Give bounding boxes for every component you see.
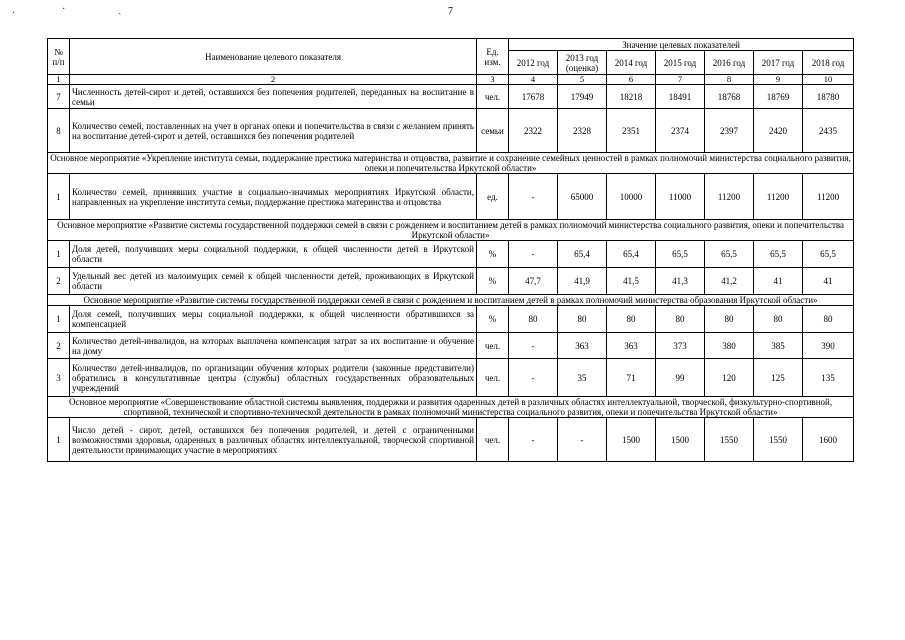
indicator-name: Численность детей-сирот и детей, оставшихся без попечения родителей, переданных на воспитание в семьи bbox=[70, 85, 477, 109]
column-index-cell: 2 bbox=[70, 75, 477, 85]
value-cell: 80 bbox=[509, 306, 558, 333]
value-cell: 80 bbox=[803, 306, 854, 333]
indicator-name: Количество семей, поставленных на учет в органах опеки и попечительства в связи с желанием принять на воспитание детей-сирот и детей, оставшихся без попечения родителей bbox=[70, 109, 477, 153]
value-cell: 10000 bbox=[607, 174, 656, 220]
table-row bbox=[48, 174, 854, 220]
header-year: 2016 год bbox=[705, 51, 754, 75]
value-cell: 2435 bbox=[803, 109, 854, 153]
table-row bbox=[48, 85, 854, 109]
row-number: 2 bbox=[48, 333, 70, 359]
value-cell: 80 bbox=[705, 306, 754, 333]
indicator-name: Удельный вес детей из малоимущих семей к общей численности детей, проживающих в Иркутской области bbox=[70, 268, 477, 295]
value-cell: 1500 bbox=[607, 418, 656, 462]
column-index-cell: 9 bbox=[754, 75, 803, 85]
header-num bbox=[48, 39, 70, 75]
value-cell: 41 bbox=[754, 268, 803, 295]
unit-cell: чел. bbox=[477, 85, 509, 109]
value-cell: 11200 bbox=[803, 174, 854, 220]
value-cell: 80 bbox=[656, 306, 705, 333]
column-index-cell: 6 bbox=[607, 75, 656, 85]
value-cell: - bbox=[509, 333, 558, 359]
unit-cell: % bbox=[477, 306, 509, 333]
unit-cell: ед. bbox=[477, 174, 509, 220]
value-cell: 2328 bbox=[558, 109, 607, 153]
unit-cell: % bbox=[477, 268, 509, 295]
value-cell: 65,4 bbox=[607, 241, 656, 268]
header-year: 2012 год bbox=[509, 51, 558, 75]
value-cell: 120 bbox=[705, 359, 754, 397]
row-number: 8 bbox=[48, 109, 70, 153]
indicator-name: Доля детей, получивших меры социальной поддержки, к общей численности детей в Иркутской области bbox=[70, 241, 477, 268]
section-row bbox=[48, 153, 854, 174]
value-cell: - bbox=[558, 418, 607, 462]
value-cell: 363 bbox=[607, 333, 656, 359]
header-year: 2014 год bbox=[607, 51, 656, 75]
value-cell: 1550 bbox=[754, 418, 803, 462]
header-unit bbox=[477, 39, 509, 75]
value-cell: 363 bbox=[558, 333, 607, 359]
value-cell: 380 bbox=[705, 333, 754, 359]
value-cell: 41,9 bbox=[558, 268, 607, 295]
header-year: 2018 год bbox=[803, 51, 854, 75]
table-row bbox=[48, 241, 854, 268]
table-row bbox=[48, 268, 854, 295]
header-year: 2013 год (оценка) bbox=[558, 51, 607, 75]
section-title: Основное мероприятие «Развитие системы государственной поддержки семей в связи с рождением и воспитанием детей в рамках полномочий министерства образования Иркутской области» bbox=[48, 295, 854, 306]
value-cell: 2351 bbox=[607, 109, 656, 153]
value-cell: 47,7 bbox=[509, 268, 558, 295]
unit-cell: семьи bbox=[477, 109, 509, 153]
value-cell: 11200 bbox=[754, 174, 803, 220]
section-row bbox=[48, 295, 854, 306]
unit-cell: чел. bbox=[477, 333, 509, 359]
value-cell: 2322 bbox=[509, 109, 558, 153]
row-number: 1 bbox=[48, 418, 70, 462]
value-cell: 65000 bbox=[558, 174, 607, 220]
unit-cell: % bbox=[477, 241, 509, 268]
value-cell: 1600 bbox=[803, 418, 854, 462]
value-cell: 65,5 bbox=[705, 241, 754, 268]
value-cell: 2374 bbox=[656, 109, 705, 153]
value-cell: 99 bbox=[656, 359, 705, 397]
header-year: 2017 год bbox=[754, 51, 803, 75]
section-row bbox=[48, 397, 854, 418]
table-row bbox=[48, 359, 854, 397]
column-index-cell: 8 bbox=[705, 75, 754, 85]
section-title: Основное мероприятие «Укрепление института семьи, поддержание престижа материнства и отцовства, развитие и сохранение семейных ценностей в рамках полномочий министерства социального развития, опеки и попечительства Иркутской области» bbox=[48, 153, 854, 174]
indicator-name: Доля семей, получивших меры социальной поддержки, к общей численности обратившихся за компенсацией bbox=[70, 306, 477, 333]
value-cell: - bbox=[509, 174, 558, 220]
value-cell: 35 bbox=[558, 359, 607, 397]
header-values-group: Значение целевых показателей bbox=[509, 39, 854, 51]
value-cell: 2420 bbox=[754, 109, 803, 153]
indicator-name: Количество семей, принявших участие в социально-значимых мероприятиях Иркутской области, направленных на укрепление института семьи, поддержание престижа материнства и отцовства bbox=[70, 174, 477, 220]
column-index-cell: 1 bbox=[48, 75, 70, 85]
value-cell: 17678 bbox=[509, 85, 558, 109]
indicator-name: Количество детей-инвалидов, на которых выплачена компенсация затрат за их воспитание и обучение на дому bbox=[70, 333, 477, 359]
scan-artifact: · bbox=[12, 8, 16, 19]
table-row bbox=[48, 418, 854, 462]
value-cell: 65,5 bbox=[803, 241, 854, 268]
value-cell: 18218 bbox=[607, 85, 656, 109]
value-cell: 65,5 bbox=[656, 241, 705, 268]
value-cell: 80 bbox=[607, 306, 656, 333]
section-row bbox=[48, 220, 854, 241]
row-number: 1 bbox=[48, 241, 70, 268]
indicator-name: Количество детей-инвалидов, по организации обучения которых родители (законные представители) обратились в консультативные центры (службы) областных государственных образовательных учреждений bbox=[70, 359, 477, 397]
value-cell: 373 bbox=[656, 333, 705, 359]
value-cell: 390 bbox=[803, 333, 854, 359]
row-number: 2 bbox=[48, 268, 70, 295]
indicator-name: Число детей - сирот, детей, оставшихся без попечения родителей, и детей с ограниченными возможностями здоровья, одаренных в различных областях интеллектуальной, творческой спортивной деятельности принимающих участие в мероприятиях bbox=[70, 418, 477, 462]
column-index-cell: 7 bbox=[656, 75, 705, 85]
page-number: 7 bbox=[448, 6, 453, 17]
value-cell: 125 bbox=[754, 359, 803, 397]
column-index-cell: 5 bbox=[558, 75, 607, 85]
value-cell: 71 bbox=[607, 359, 656, 397]
scan-artifact: ˏ bbox=[118, 4, 122, 15]
value-cell: 18780 bbox=[803, 85, 854, 109]
value-cell: 41 bbox=[803, 268, 854, 295]
value-cell: 11200 bbox=[705, 174, 754, 220]
table-row bbox=[48, 306, 854, 333]
section-title: Основное мероприятие «Развитие системы государственной поддержки семей в связи с рождением и воспитанием детей в рамках полномочий министерства социального развития, опеки и попечительства Иркутской области» bbox=[48, 220, 854, 241]
value-cell: - bbox=[509, 241, 558, 268]
column-index-cell: 10 bbox=[803, 75, 854, 85]
scan-artifact: · bbox=[62, 4, 66, 15]
row-number: 1 bbox=[48, 174, 70, 220]
section-title: Основное мероприятие «Совершенствование областной системы выявления, поддержки и развития одаренных детей в различных областях интеллектуальной, творческой, физкультурно-спортивной, спортивной, технической и спортивно-технической деятельности в рамках полномочий министерства социального развития, опеки и попечительства Иркутской области» bbox=[48, 397, 854, 418]
value-cell: 17949 bbox=[558, 85, 607, 109]
row-number: 7 bbox=[48, 85, 70, 109]
value-cell: 65,5 bbox=[754, 241, 803, 268]
unit-cell: чел. bbox=[477, 359, 509, 397]
value-cell: 18769 bbox=[754, 85, 803, 109]
column-index-cell: 3 bbox=[477, 75, 509, 85]
header-name: Наименование целевого показателя bbox=[70, 39, 477, 75]
value-cell: 65,4 bbox=[558, 241, 607, 268]
row-number: 3 bbox=[48, 359, 70, 397]
table-row bbox=[48, 333, 854, 359]
value-cell: 11000 bbox=[656, 174, 705, 220]
value-cell: - bbox=[509, 418, 558, 462]
row-number: 1 bbox=[48, 306, 70, 333]
header-year: 2015 год bbox=[656, 51, 705, 75]
value-cell: 1550 bbox=[705, 418, 754, 462]
indicators-table bbox=[47, 38, 854, 462]
value-cell: 18768 bbox=[705, 85, 754, 109]
value-cell: 41,5 bbox=[607, 268, 656, 295]
header-unit-label: Ед. изм. bbox=[484, 46, 501, 67]
value-cell: 80 bbox=[558, 306, 607, 333]
value-cell: 385 bbox=[754, 333, 803, 359]
value-cell: 2397 bbox=[705, 109, 754, 153]
value-cell: - bbox=[509, 359, 558, 397]
value-cell: 1500 bbox=[656, 418, 705, 462]
column-index-cell: 4 bbox=[509, 75, 558, 85]
value-cell: 41,2 bbox=[705, 268, 754, 295]
value-cell: 80 bbox=[754, 306, 803, 333]
unit-cell: чел. bbox=[477, 418, 509, 462]
header-num-label: № п/п bbox=[52, 46, 65, 67]
value-cell: 135 bbox=[803, 359, 854, 397]
table-row bbox=[48, 109, 854, 153]
value-cell: 18491 bbox=[656, 85, 705, 109]
value-cell: 41,3 bbox=[656, 268, 705, 295]
